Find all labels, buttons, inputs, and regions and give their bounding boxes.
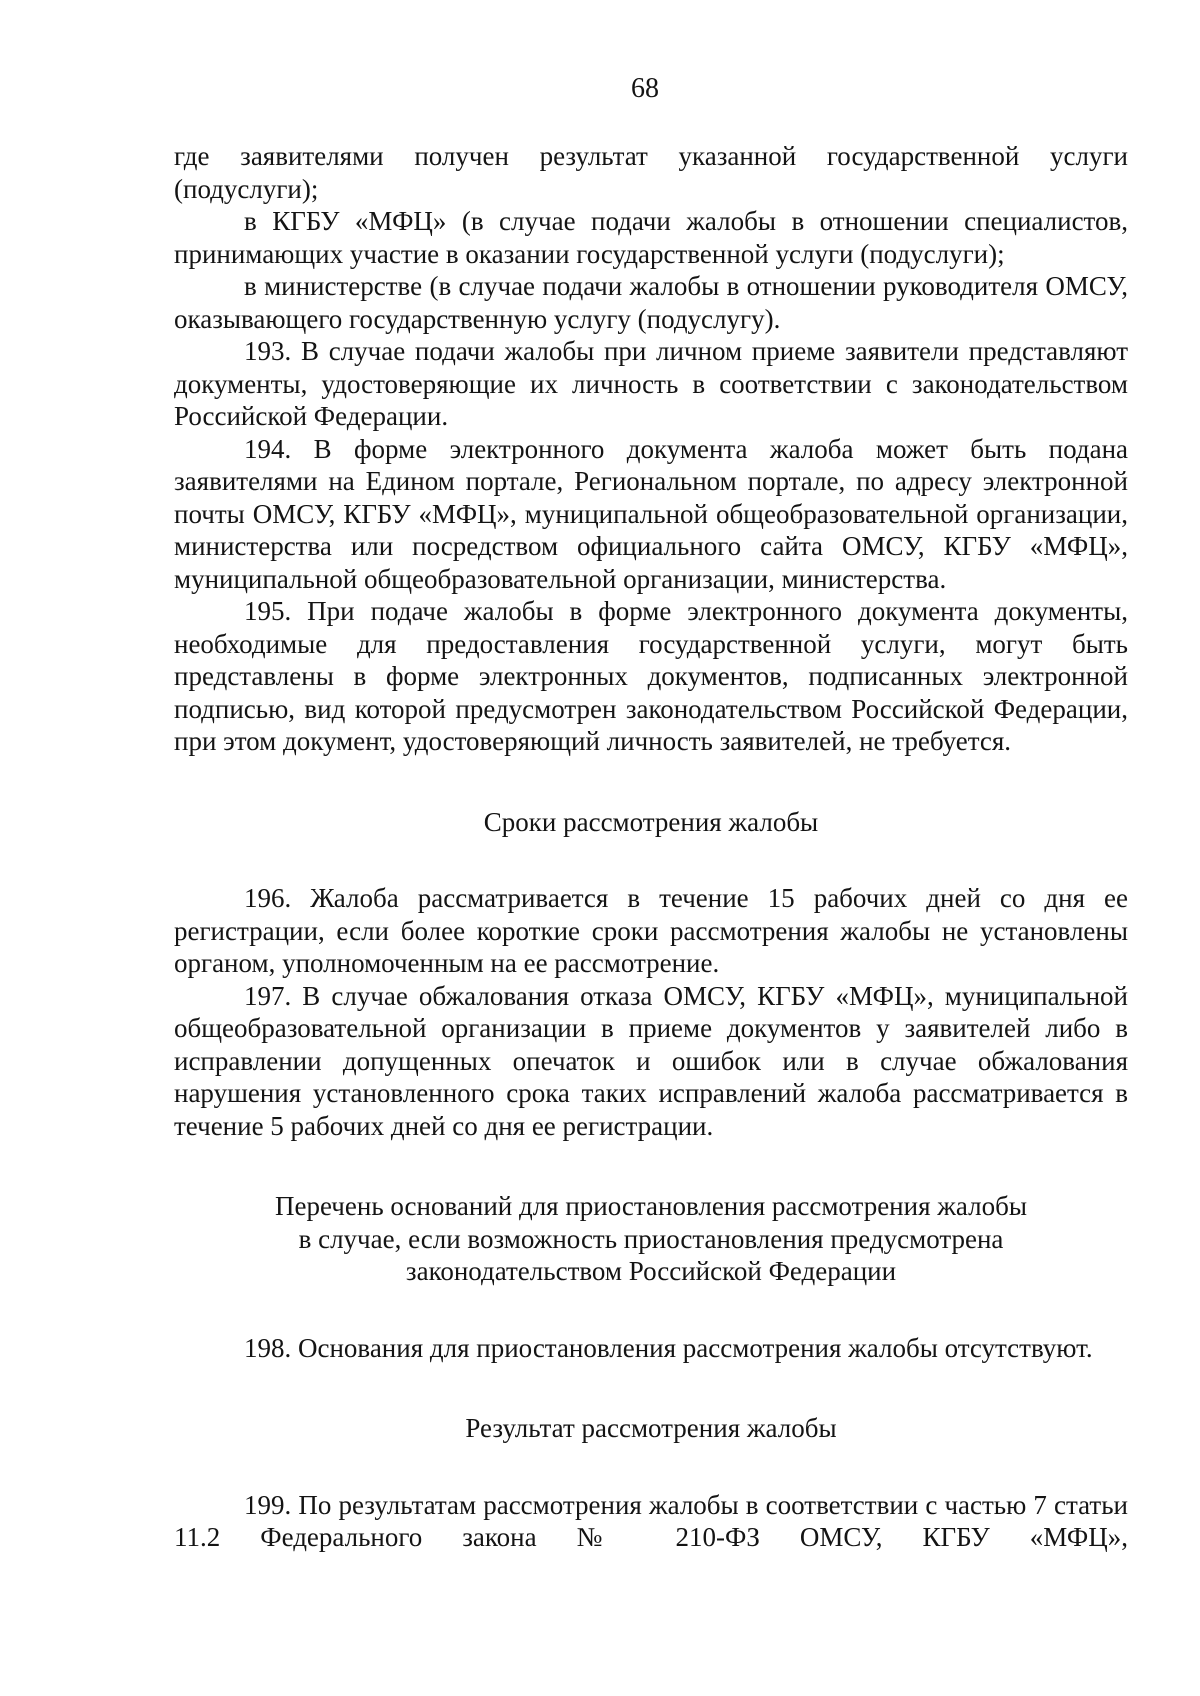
paragraph-kgbu: в КГБУ «МФЦ» (в случае подачи жалобы в отношении специалистов, принимающих участие в оказании государственной услуги (подуслуги); [174,206,1128,269]
document-body [174,140,1128,1554]
page-number: 68 [631,73,659,104]
paragraph-198: 198. Основания для приостановления рассмотрения жалобы отсутствуют. [244,1332,1093,1363]
heading-grounds-line-2: в случае, если возможность приостановления предусмотрена [298,1223,1004,1254]
paragraph-195: 195. При подаче жалобы в форме электронного документа документы, необходимые для предоставления государственной услуги, могут быть представлены в форме электронных документов, подписанных электронной подписью, вид которой предусмотрен законодательством Российской Федерации, при этом документ, удостоверяющий личность заявителей, не требуется. [174,596,1128,756]
paragraph-ministry: в министерстве (в случае подачи жалобы в отношении руководителя ОМСУ, оказывающего государственную услугу (подуслугу). [174,271,1128,334]
paragraph-194: 194. В форме электронного документа жалоба может быть подана заявителями на Едином портале, Региональном портале, по адресу электронной почты ОМСУ, КГБУ «МФЦ», муниципальной общеобразовательной организации, министерства или посредством официального сайта ОМСУ, КГБУ «МФЦ», муниципальной общеобразовательной организации, министерства. [174,433,1128,594]
section-heading-grounds [174,1190,1128,1288]
paragraph-199: 199. По результатам рассмотрения жалобы в соответствии с частью 7 статьи 11.2 Федерального закона № 210-ФЗ ОМСУ, КГБУ «МФЦ», [174,1489,1128,1552]
section-heading-terms: Сроки рассмотрения жалобы [483,806,819,837]
paragraph-196: 196. Жалоба рассматривается в течение 15 рабочих дней со дня ее регистрации, если более короткие сроки рассмотрения жалобы не установлены органом, уполномоченным на ее рассмотрение. [174,883,1128,978]
paragraph-193: 193. В случае подачи жалобы при личном приеме заявители представляют документы, удостоверяющие их личность в соответствии с законодательством Российской Федерации. [174,336,1128,431]
paragraph-intro: где заявителями получен результат указанной государственной услуги (подуслуги); [174,141,1128,204]
section-heading-result: Результат рассмотрения жалобы [465,1413,837,1443]
heading-grounds-line-3: законодательством Российской Федерации [405,1256,897,1286]
paragraph-197: 197. В случае обжалования отказа ОМСУ, КГБУ «МФЦ», муниципальной общеобразовательной организации в приеме документов у заявителей либо в исправлении допущенных опечаток и ошибок или в случае обжалования нарушения установленного срока таких исправлений жалоба рассматривается в течение 5 рабочих дней со дня ее регистрации. [174,980,1128,1141]
heading-grounds-line-1: Перечень оснований для приостановления рассмотрения жалобы [275,1191,1027,1221]
